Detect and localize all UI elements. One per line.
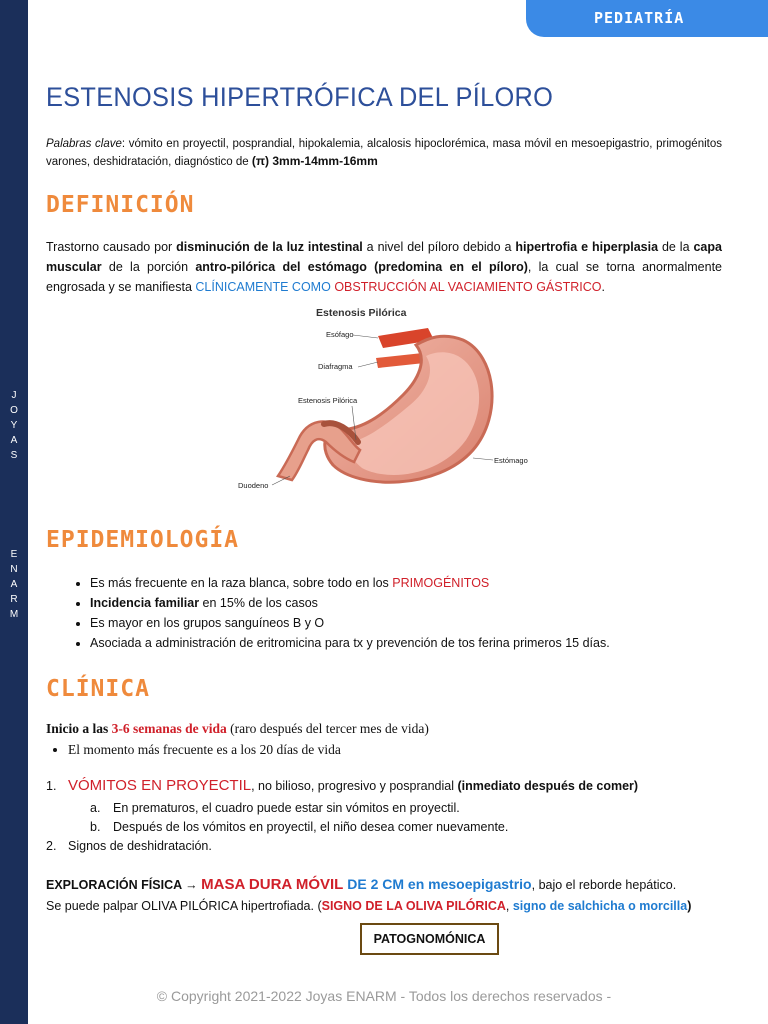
- vomitos-text: VÓMITOS EN PROYECTIL, no bilioso, progresivo y posprandial (inmediato después de comer): [68, 777, 639, 794]
- epidemiologia-list: [46, 573, 768, 653]
- list-item: • Es mayor en los grupos sanguíneos B y O: [90, 613, 768, 633]
- label-estomago: Estómago: [494, 456, 528, 465]
- page-title: ESTENOSIS HIPERTRÓFICA DEL PÍLORO: [46, 82, 554, 112]
- onset-list: [46, 740, 748, 760]
- label-diafragma: Diafragma: [318, 362, 353, 371]
- list-item: • Incidencia familiar en 15% de los casos: [90, 593, 768, 613]
- label-duodeno: Duodeno: [238, 481, 269, 490]
- pyloric-stenosis-diagram: [228, 300, 544, 500]
- item-vomitos: 1.: [46, 779, 57, 793]
- heading-clinica: CLÍNICA: [46, 676, 150, 702]
- list-item: • Es más frecuente en la raza blanca, sobre todo en los PRIMOGÉNITOS: [90, 573, 768, 593]
- item-a-text: En prematuros, el cuadro puede estar sin vómitos en proyectil.: [113, 801, 460, 815]
- copyright-footer: © Copyright 2021-2022 Joyas ENARM - Todos los derechos reservados -: [156, 988, 612, 1004]
- figure-title: Estenosis Pilórica: [316, 307, 407, 319]
- sidebar-vertical-text: J O Y A S E N A R M: [9, 390, 19, 620]
- label-esofago: Esófago: [326, 330, 354, 339]
- item-deshidratacion-text: Signos de deshidratación.: [68, 839, 212, 853]
- section-tab: PEDIATRÍA: [526, 0, 768, 37]
- heading-epidemiologia: EPIDEMIOLOGÍA: [46, 527, 240, 553]
- heading-definicion: DEFINICIÓN: [46, 192, 195, 218]
- label-estenosis: Estenosis Pilórica: [298, 396, 358, 405]
- item-b: b.: [90, 820, 101, 834]
- definicion-paragraph: Trastorno causado por disminución de la luz intestinal a nivel del píloro debido a hipertrofia e hiperplasia de la capa muscular de la porción antro-pilórica del estómago (predomina en el píloro), la cual se torna anormalmente engrosada y se manifiesta CLÍNICAMENTE COMO OBSTRUCCIÓN AL VACIAMIENTO GÁSTRICO.: [46, 240, 723, 294]
- keywords-paragraph: Palabras clave: vómito en proyectil, posprandial, hipokalemia, alcalosis hipoclorémica, masa móvil en mesoepigastrio, primogénitos varones, deshidratación, diagnóstico de (π) 3mm-14mm-16mm: [46, 138, 722, 168]
- item-b-text: Después de los vómitos en proyectil, el niño desea comer nuevamente.: [113, 820, 509, 834]
- patognomonica-box: PATOGNOMÓNICA: [360, 923, 499, 955]
- oliva-line: Se puede palpar OLIVA PILÓRICA hipertrofiada. (SIGNO DE LA OLIVA PILÓRICA, signo de salchicha o morcilla): [46, 899, 692, 913]
- onset-line: Inicio a las 3-6 semanas de vida (raro después del tercer mes de vida): [46, 721, 429, 736]
- list-item: • El momento más frecuente es a los 20 días de vida: [68, 740, 748, 760]
- item-deshidratacion: 2.: [46, 839, 57, 853]
- item-a: a.: [90, 801, 101, 815]
- list-item: • Asociada a administración de eritromicina para tx y prevención de tos ferina primeros 15 días.: [90, 633, 768, 653]
- exploracion-line: EXPLORACIÓN FÍSICA → MASA DURA MÓVIL DE 2 CM en mesoepigastrio, bajo el reborde hepático.: [46, 876, 677, 893]
